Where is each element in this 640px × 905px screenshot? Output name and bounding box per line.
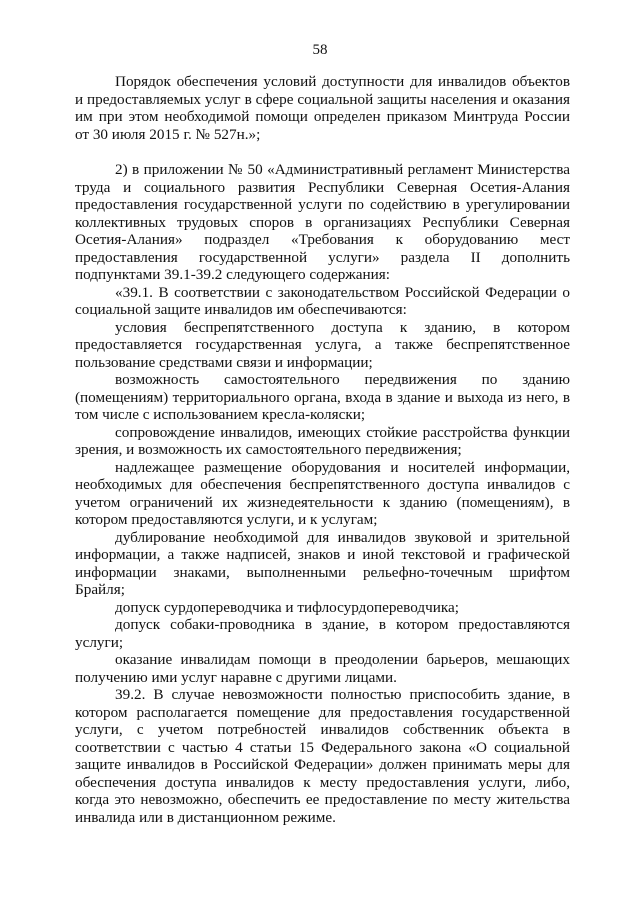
document-body <box>75 73 570 826</box>
paragraph-assistance: оказание инвалидам помощи в преодолении барьеров, мешающих получению ими услуг наравне с другими лицами. <box>75 651 570 686</box>
paragraph-gap <box>75 143 570 161</box>
paragraph-access-conditions: условия беспрепятственного доступа к зданию, в котором предоставляется государственная услуга, а также беспрепятственное пользование средствами связи и информации; <box>75 318 570 371</box>
paragraph-movement: возможность самостоятельного передвижения по зданию (помещениям) территориального органа, входа в здание и выхода из него, в том числе с использованием кресла-коляски; <box>75 371 570 423</box>
paragraph-duplication: дублирование необходимой для инвалидов звуковой и зрительной информации, а также надписей, знаков и иной текстовой и графической информации знаками, выполненными рельефно-точечным шрифтом Брайля; <box>75 528 570 598</box>
paragraph-guide-dog: допуск собаки-проводника в здание, в котором предоставляются услуги; <box>75 616 570 651</box>
paragraph-order-reference: Порядок обеспечения условий доступности для инвалидов объектов и предоставляемых услуг в сфере социальной защиты населения и оказания им при этом необходимой помощи определен приказом Минтруда России от 30 июля 2015 г. № 527н.»; <box>75 73 570 143</box>
paragraph-interpreter: допуск сурдопереводчика и тифлосурдопереводчика; <box>115 598 459 616</box>
paragraph-equipment: надлежащее размещение оборудования и носителей информации, необходимых для обеспечения беспрепятственного доступа инвалидов с учетом ограничений их жизнедеятельности к зданию (помещениям), в котором предоставляются услуги, и к услугам; <box>75 458 570 528</box>
paragraph-escort: сопровождение инвалидов, имеющих стойкие расстройства функции зрения, и возможность их самостоятельного передвижения; <box>75 423 570 458</box>
paragraph-appendix-50: 2) в приложении № 50 «Административный регламент Министерства труда и социального развития Республики Северная Осетия-Алания предоставления государственной услуги по содействию в урегулировании коллективных трудовых споров в организациях Республики Северная Осетия-Алания» подраздел «Требования к оборудованию мест предоставления государственной услуги» раздела II дополнить подпунктами 39.1-39.2 следующего содержания: <box>75 161 570 283</box>
paragraph-39-1: «39.1. В соответствии с законодательством Российской Федерации о социальной защите инвалидов им обеспечиваются: <box>75 283 570 318</box>
paragraph-39-2: 39.2. В случае невозможности полностью приспособить здание, в котором располагается помещение для предоставления государственной услуги, с учетом потребностей инвалидов собственник объекта в соответствии с частью 4 статьи 15 Федерального закона «О социальной защите инвалидов в Российской Федерации» должен принимать меры для обеспечения доступа инвалидов к месту предоставления услуги, либо, когда это невозможно, обеспечить ее предоставление по месту жительства инвалида или в дистанционном режиме. <box>75 686 570 826</box>
page-number: 58 <box>312 42 328 58</box>
